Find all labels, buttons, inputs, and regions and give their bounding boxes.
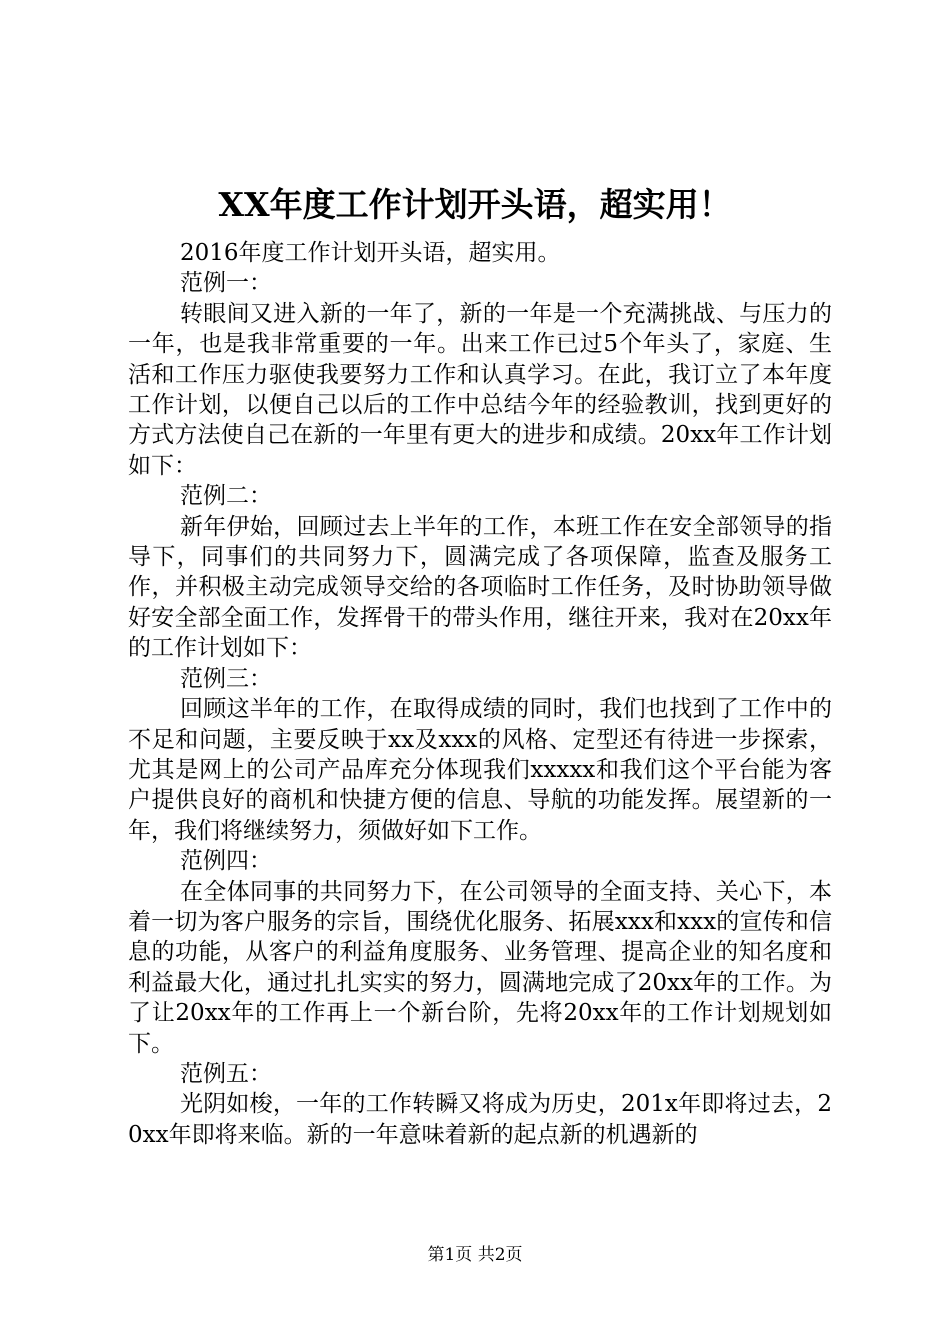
paragraph-example-3-heading: 范例三：	[180, 665, 272, 692]
paragraph-example-4-heading: 范例四：	[180, 848, 272, 875]
paragraph-example-2-text: 新年伊始，回顾过去上半年的工作，本班工作在安全部领导的指导下，同事们的共同努力下，圆满完成了各项保障，监查及服务工作，并积极主动完成领导交给的各项临时工作任务，及时协助领导做好安全部全面工作，发挥骨干的带头作用，继往开来，我对在20xx年的工作计划如下：	[128, 513, 832, 662]
paragraph-example-5-text: 光阴如梭，一年的工作转瞬又将成为历史，201x年即将过去，20xx年即将来临。新的一年意味着新的起点新的机遇新的	[128, 1091, 832, 1148]
page-number-footer: 第1页 共2页	[427, 1245, 523, 1265]
paragraph-example-2-heading: 范例二：	[180, 483, 272, 510]
paragraph-example-1-heading: 范例一：	[180, 270, 272, 297]
paragraph-example-3-text: 回顾这半年的工作，在取得成绩的同时，我们也找到了工作中的不足和问题，主要反映于xx及xxx的风格、定型还有待进一步探索，尤其是网上的公司产品库充分体现我们xxxxx和我们这个平台能为客户提供良好的商机和快捷方便的信息、导航的功能发挥。展望新的一年，我们将继续努力，须做好如下工作。	[128, 696, 832, 844]
paragraph-example-5-heading: 范例五：	[180, 1060, 272, 1087]
document-title: XX年度工作计划开头语，超实用！	[218, 185, 732, 224]
paragraph-intro: 2016年度工作计划开头语，超实用。	[180, 240, 561, 266]
document-body	[128, 238, 832, 1150]
paragraph-example-4-text: 在全体同事的共同努力下，在公司领导的全面支持、关心下，本着一切为客户服务的宗旨，围绕优化服务、拓展xxx和xxx的宣传和信息的功能，从客户的利益角度服务、业务管理、提高企业的知名度和利益最大化，通过扎扎实实的努力，圆满地完成了20xx年的工作。为了让20xx年的工作再上一个新台阶，先将20xx年的工作计划规划如下。	[128, 878, 832, 1057]
paragraph-example-1-text: 转眼间又进入新的一年了，新的一年是一个充满挑战、与压力的一年，也是我非常重要的一年。出来工作已过5个年头了，家庭、生活和工作压力驱使我要努力工作和认真学习。在此，我订立了本年度工作计划，以便自己以后的工作中总结今年的经验教训，找到更好的方式方法使自己在新的一年里有更大的进步和成绩。20xx年工作计划如下：	[128, 300, 832, 479]
